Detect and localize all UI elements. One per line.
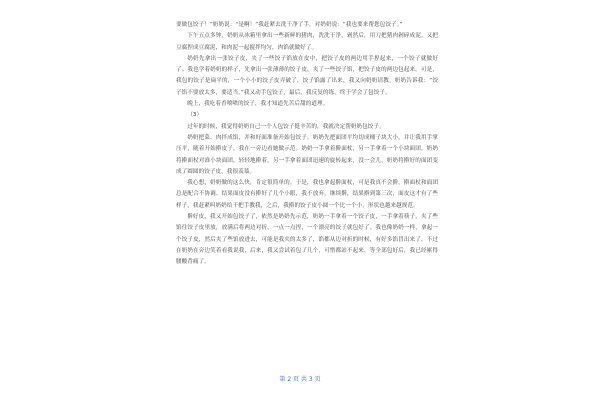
section-number: （3） (187, 112, 203, 119)
page-footer: 第 2 页 共 3 页 (279, 376, 321, 383)
paragraph: 下午五点多钟，奶奶从冰箱里拿出一些新鲜的猪肉，洗洗干净，剁然后，用刀把猪肉剁碎成泥。又把豆腐捏成豆腐泥，和肉泥一起搅拌均匀，肉馅就做好了。 (176, 33, 438, 51)
paragraph: 奶奶先拿出一张饺子皮，夹了一些饺子馅放在皮中，把饺子皮的两边用手捏起来，一个饺子就做好了。我也学着奶奶的样子，先拿出一张薄薄的饺子皮，夹了一些饺子馅，把饺子皮的两边包起来。可是，我包的饺子是扁平的，一个小小的饺子皮弄破了，饺子馅露了出来，我又向奶奶请教。奶奶告诉我：“饺子馅不要放太多，要适当。”我又动手包饺子，最后，我反复的练，终于学会了包饺子。 (176, 55, 438, 96)
document-body (176, 20, 438, 269)
paragraph: 过年的时候，我觉得奶奶自己一个人包饺子挺辛苦的，我就决定帮奶奶包饺子。 (187, 123, 385, 130)
paragraph: 我心想，奶奶做的这么快，肯定很简单的。于是，我也拿起擀面杖，可是我真不会擀，擀面杖和面团总是配合不协调。结果面皮没有擀好了几个小眼，我不放弃，继续擀，结果擀到第三次，面皮这才有了些样子，我赶紧叫奶奶给干把手教我，之后，我擀的饺子皮小圆一个比一个小，形状也越来越规范。 (176, 180, 438, 209)
paragraph: 要做包饺子！”奶奶说：“是啊！”我赶紧去洗干净了手，对奶奶说：“我也要来帮您包饺子。” (176, 22, 403, 28)
paragraph: 奶奶把菜、肉拌成馅，并和好面准备开始包饺子。奶奶先把面团平均切成桶子块大小，并让我用手掌压平，随着开始擀皮子，我在一旁边看她做示范。奶奶一手拿着擀面杖，另一手拿着一个小块面团，奶奶将擀面杖对准小块面团，轻轻地擀着，另一手拿着面团迅速的旋转起来，没一会儿，奶奶将擀好的面团变成了圆圆的饺子皮，我很羡慕。 (176, 134, 438, 175)
paragraph: 擀好皮，我又开始包饺子了，依然是奶奶先示范，奶奶一手拿着一个饺子皮，一手拿着筷子，夹了些馅往饺子皮里放，放满后将两边对折，一点一点捏，一个漂亮的饺子就包好了。我也像奶奶一样，拿起一个饺子皮，然后夹了些馅放进去，可能是我夹的太多了，馅都从边对折的时候，有好多馅冒出来了，不过在奶奶在旁边笑着看我说我，后来，我又尝试着包了几个，可惜都站不起来，等全部包好后，我已经累得腰酸背痛了。 (176, 214, 438, 266)
paragraph: 晚上，我吃着香喷喷的饺子，我才知道先苦后甜的道理。 (187, 101, 329, 108)
